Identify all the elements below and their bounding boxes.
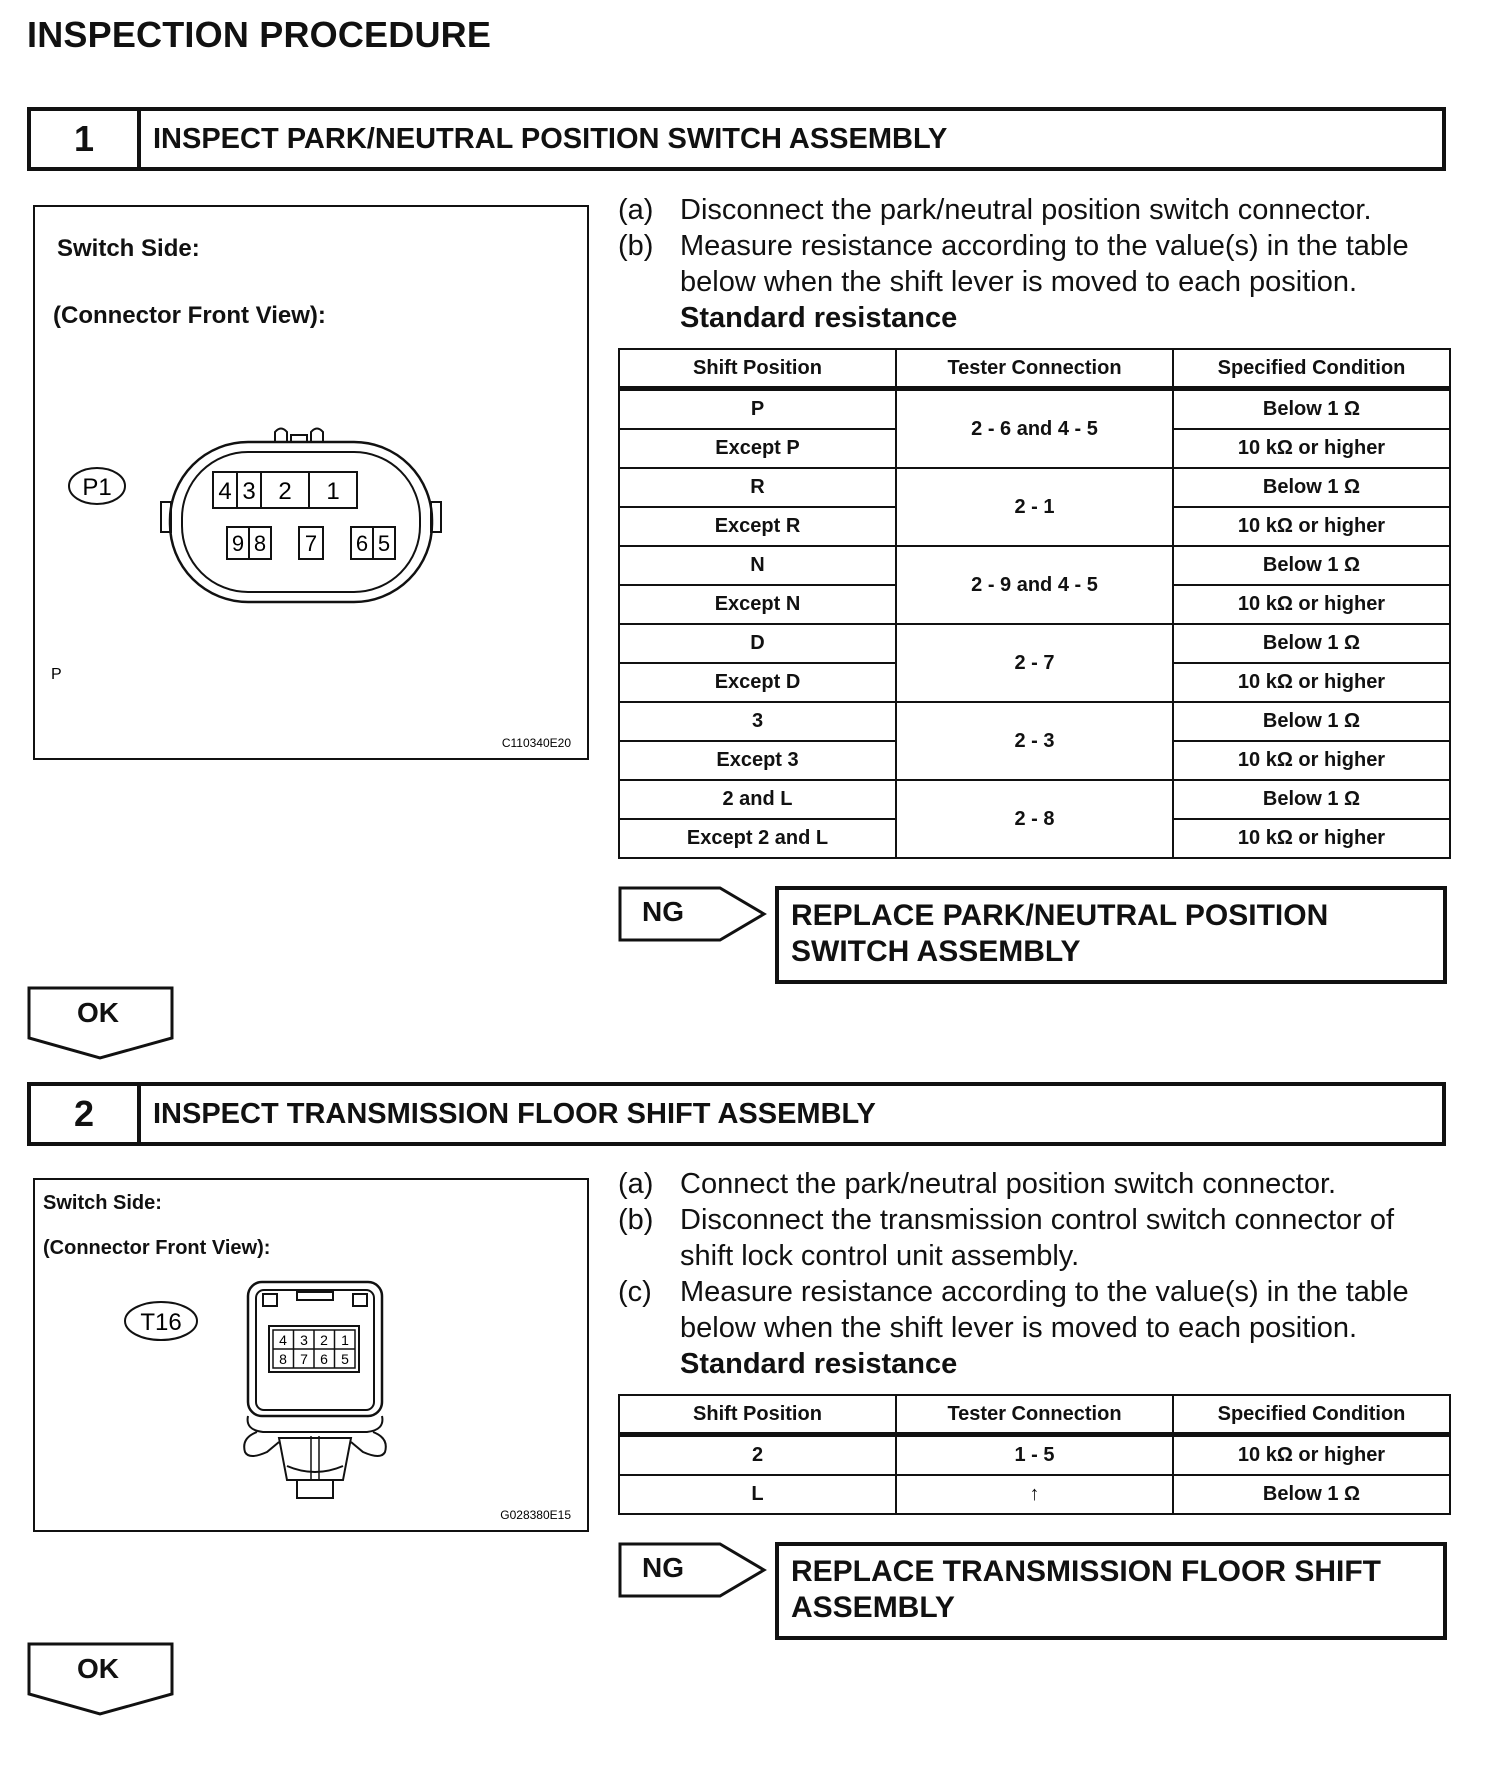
instruction-a: (a) Disconnect the park/neutral position switch connector. bbox=[618, 194, 1372, 226]
connector-p1-drawing bbox=[35, 207, 587, 758]
table-row: D 2 - 7 Below 1 Ω bbox=[619, 624, 1450, 663]
table-row: 2 1 - 5 10 kΩ or higher bbox=[619, 1435, 1450, 1476]
ng-action-line1: REPLACE PARK/NEUTRAL POSITION bbox=[791, 899, 1329, 932]
step-number: 1 bbox=[31, 111, 141, 167]
col-header: Shift Position bbox=[619, 349, 896, 389]
table-row: 2 and L 2 - 8 Below 1 Ω bbox=[619, 780, 1450, 819]
pin-label: 8 bbox=[279, 1351, 287, 1367]
pin-label: 1 bbox=[341, 1332, 349, 1348]
connector-figure-t16 bbox=[33, 1178, 589, 1532]
ng-action-box-2 bbox=[775, 1542, 1447, 1640]
standard-resistance-label: Standard resistance bbox=[680, 1348, 958, 1380]
figure-label-view: (Connector Front View): bbox=[43, 1237, 271, 1259]
connector-figure-p1 bbox=[33, 205, 589, 760]
connector-id-label: T16 bbox=[140, 1309, 182, 1336]
instruction-c: (c) Measure resistance according to the value(s) in the table below when the shift lever is moved to each position. bbox=[618, 1276, 1409, 1344]
ng-label: NG bbox=[642, 1552, 684, 1583]
pin-label: 6 bbox=[320, 1351, 328, 1367]
pin-label: 6 bbox=[355, 531, 369, 556]
table-row: Except N 10 kΩ or higher bbox=[619, 585, 1450, 624]
pin-label: 3 bbox=[242, 478, 256, 505]
step-1-instructions bbox=[618, 192, 1448, 336]
table-row: Except 2 and L 10 kΩ or higher bbox=[619, 819, 1450, 858]
ng-label: NG bbox=[642, 896, 684, 927]
pin-label: 1 bbox=[326, 478, 340, 505]
table-row: N 2 - 9 and 4 - 5 Below 1 Ω bbox=[619, 546, 1450, 585]
pin-label: 4 bbox=[218, 478, 232, 505]
resistance-table-1 bbox=[618, 348, 1451, 859]
figure-label-side: Switch Side: bbox=[43, 1192, 162, 1214]
instruction-b: (b) Disconnect the transmission control switch connector of shift lock control unit assembly. bbox=[618, 1204, 1395, 1272]
step-heading: INSPECT TRANSMISSION FLOOR SHIFT ASSEMBLY bbox=[153, 1097, 876, 1130]
instruction-b: (b) Measure resistance according to the value(s) in the table below when the shift lever is moved to each position. bbox=[618, 230, 1409, 298]
step-number: 2 bbox=[31, 1086, 141, 1142]
pin-label: 5 bbox=[377, 531, 391, 556]
col-header: Shift Position bbox=[619, 1395, 896, 1435]
standard-resistance-label: Standard resistance bbox=[680, 302, 958, 334]
step-2-header bbox=[27, 1082, 1446, 1146]
table-row: P 2 - 6 and 4 - 5 Below 1 Ω bbox=[619, 389, 1450, 430]
connector-shell bbox=[170, 442, 432, 602]
col-header: Specified Condition bbox=[1173, 349, 1450, 389]
step-2-instructions bbox=[618, 1166, 1448, 1382]
connector-id-label: P1 bbox=[82, 474, 112, 501]
table-row: Except 3 10 kΩ or higher bbox=[619, 741, 1450, 780]
pin-label: 5 bbox=[341, 1351, 349, 1367]
table-row: Except D 10 kΩ or higher bbox=[619, 663, 1450, 702]
pin-label: 2 bbox=[320, 1332, 328, 1348]
pin-label: 9 bbox=[231, 531, 245, 556]
pin-label: 2 bbox=[278, 478, 292, 505]
instruction-a: (a) Connect the park/neutral position switch connector. bbox=[618, 1168, 1337, 1200]
table-row: 3 2 - 3 Below 1 Ω bbox=[619, 702, 1450, 741]
connector-t16-drawing bbox=[35, 1180, 587, 1530]
figure-code: C110340E20 bbox=[501, 736, 571, 750]
pin-label: 7 bbox=[300, 1351, 308, 1367]
pin-label: 3 bbox=[300, 1332, 308, 1348]
table-row: L ↑ Below 1 Ω bbox=[619, 1475, 1450, 1514]
pin-label: 7 bbox=[304, 531, 318, 556]
ng-arrow-2 bbox=[618, 1542, 768, 1604]
step-1-header bbox=[27, 107, 1446, 171]
figure-label-side: Switch Side: bbox=[57, 235, 200, 262]
pin-label: 4 bbox=[279, 1332, 287, 1348]
ng-action-line2: ASSEMBLY bbox=[791, 1591, 955, 1624]
table-row: Except R 10 kΩ or higher bbox=[619, 507, 1450, 546]
page-title: INSPECTION PROCEDURE bbox=[27, 14, 492, 55]
ok-label: OK bbox=[77, 997, 119, 1028]
ng-arrow-1 bbox=[618, 886, 768, 948]
ng-action-box-1 bbox=[775, 886, 1447, 984]
col-header: Specified Condition bbox=[1173, 1395, 1450, 1435]
step-heading: INSPECT PARK/NEUTRAL POSITION SWITCH ASSEMBLY bbox=[153, 122, 948, 155]
corner-mark: P bbox=[51, 666, 62, 683]
ng-action-line2: SWITCH ASSEMBLY bbox=[791, 935, 1081, 968]
ok-label: OK bbox=[77, 1653, 119, 1684]
col-header: Tester Connection bbox=[896, 1395, 1173, 1435]
resistance-table-2 bbox=[618, 1394, 1451, 1515]
figure-code: G028380E15 bbox=[500, 1508, 571, 1522]
table-row: R 2 - 1 Below 1 Ω bbox=[619, 468, 1450, 507]
table-row: Except P 10 kΩ or higher bbox=[619, 429, 1450, 468]
figure-label-view: (Connector Front View): bbox=[53, 302, 326, 329]
pin-label: 8 bbox=[253, 531, 267, 556]
top-latch bbox=[275, 429, 323, 443]
ng-action-line1: REPLACE TRANSMISSION FLOOR SHIFT bbox=[791, 1555, 1382, 1588]
col-header: Tester Connection bbox=[896, 349, 1173, 389]
